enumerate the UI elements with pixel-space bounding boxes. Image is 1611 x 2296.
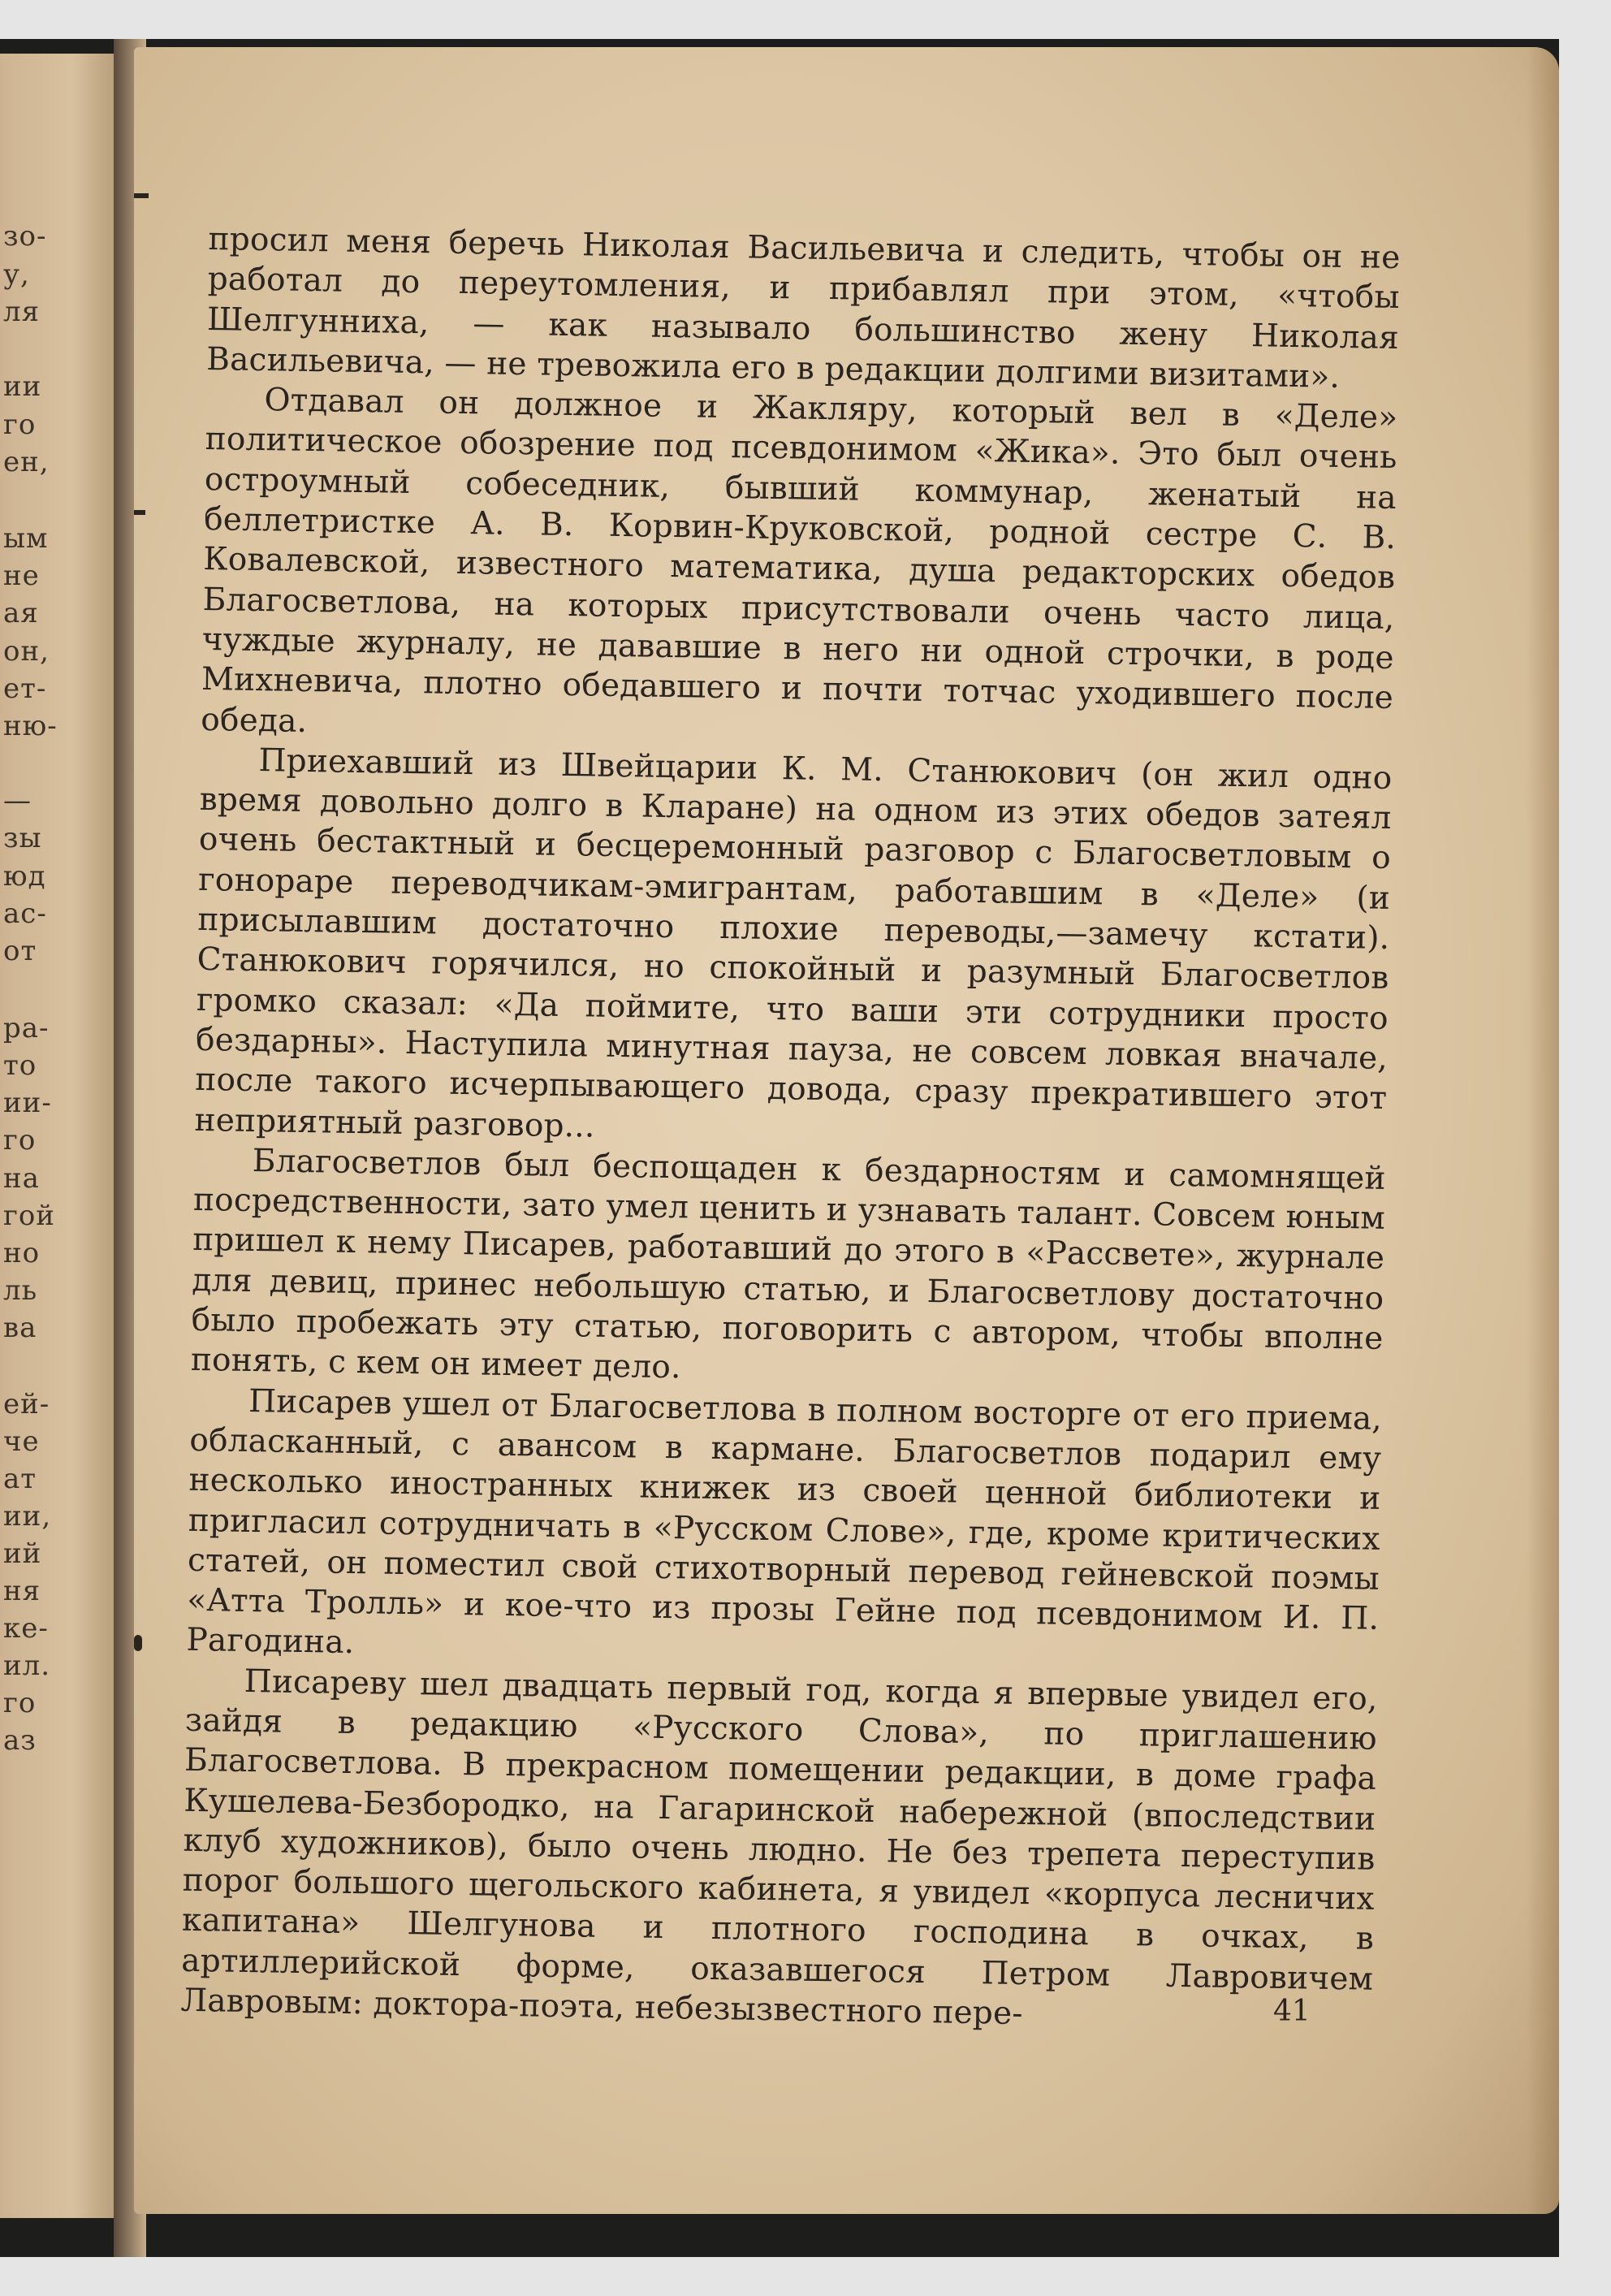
left-page-fragment: — — [3, 785, 32, 817]
left-page-fragment: юд — [3, 860, 46, 893]
left-page-fragment: ет- — [3, 672, 47, 705]
left-page-fragment: ей- — [3, 1388, 50, 1420]
left-page-fragment: ии, — [3, 1500, 52, 1533]
left-page-edge — [0, 54, 120, 2218]
left-page-fragment: ии — [3, 370, 42, 403]
left-page-fragment: ен, — [3, 446, 50, 478]
left-page-fragment: ль — [3, 1274, 38, 1307]
left-page-fragment: ат — [3, 1463, 37, 1495]
left-page-fragment: ке- — [3, 1612, 49, 1645]
left-page-fragment: ил. — [3, 1650, 51, 1682]
book-scan — [0, 39, 1559, 2257]
binding-mark — [134, 510, 145, 515]
binding-mark — [134, 1635, 142, 1651]
body-text — [180, 219, 1401, 2039]
left-page-fragment: но — [3, 1237, 41, 1269]
left-page-fragment: ым — [3, 522, 49, 555]
paragraph: просил меня беречь Николая Васильевича и следить, чтобы он не работал до переутомления, и прибавлял при этом, «чтобы Шелгунниха, — как называло большинство жену Николая Васильевича, — не тревожила его в редакции долгими визитами». — [205, 220, 1401, 396]
left-page-fragment: ас- — [3, 897, 47, 930]
right-page — [134, 47, 1559, 2214]
left-page-fragment: ая — [3, 597, 39, 629]
left-page-fragment: го — [3, 1687, 37, 1719]
left-page-fragment: ва — [3, 1312, 37, 1344]
left-page-fragment: он, — [3, 635, 50, 668]
left-page-fragment: аз — [3, 1724, 37, 1757]
paragraph: Писарев ушел от Благосветлова в полном восторге от его приема, обласканный, с авансом в кармане. Благосветлов подарил ему несколько иностранных книжек из своей ценной библиотеки и пригласил сотрудничать в «Русском Слове», где, кроме критических статей, он поместил свой стихотворный перевод гейневской поэмы «Атта Тролль» и кое-что из прозы Гейне под псевдонимом И. П. Рагодина. — [186, 1382, 1383, 1662]
left-page-fragment: ля — [3, 296, 41, 328]
left-page-fragment: не — [3, 560, 40, 592]
left-page-fragment: ии- — [3, 1087, 52, 1119]
left-page-fragment: ра- — [3, 1012, 50, 1044]
paragraph: Приехавший из Швейцарии К. М. Станюкович (он жил одно время довольно долго в Кларане) на одном из этих обедов затеял очень бестактный и бесцеремонный разговор с Благосветловым о гонораре переводчикам-эмигрантам, работавшим в «Деле» (и присылавшим достаточно плохие переводы,—замечу кстати). Станюкович горячился, но спокойный и разумный Благосветлов громко сказал: «Да поймите, что ваши эти сотрудники просто бездарны». Наступила минутная пауза, не совсем ловкая вначале, после такого исчерпывающего довода, сразу прекратившего этот неприятный разговор... — [194, 742, 1393, 1145]
left-page-fragment: на — [3, 1162, 40, 1195]
left-page-fragment: от — [3, 935, 37, 967]
left-page-fragment: го — [3, 1124, 37, 1157]
page-edge-shadow — [1527, 47, 1559, 2214]
left-page-fragment: че — [3, 1425, 40, 1458]
paragraph: Благосветлов был беспощаден к бездарностям и самомнящей посредственности, зато умел ценить и узнавать талант. Совсем юным пришел к нему Писарев, работавший до этого в «Рассвете», журнале для девиц, принес небольшую статью, и Благосветлову достаточно было пробежать эту статью, поговорить с автором, чтобы вполне понять, с кем он имеет дело. — [190, 1142, 1386, 1386]
paragraph: Отдавал он должное и Жакляру, который вел в «Деле» политическое обозрение под псевдонимом «Жика». Это был очень остроумный собеседник, бывший коммунар, женатый на беллетристке А. В. Корвин-Круковской, родной сестре С. В. Ковалевской, известного математика, душа редакторских обедов Благосветлова, на которых присутствовали очень часто лица, чуждые журналу, не дававшие в него ни одной строчки, в роде Михневича, плотно обедавшего и почти тотчас уходившего после обеда. — [200, 382, 1398, 740]
left-page-fragment: ий — [3, 1537, 42, 1570]
left-page-fragment: зы — [3, 822, 42, 854]
binding-mark — [134, 193, 149, 198]
page-number: 41 — [1273, 1995, 1311, 2028]
left-page-fragment: ня — [3, 1575, 41, 1607]
left-page-fragment: у, — [3, 258, 30, 291]
left-page-fragment: гой — [3, 1200, 55, 1232]
left-page-fragment: то — [3, 1049, 37, 1082]
left-page-fragment: зо- — [3, 220, 47, 253]
left-page-fragment: го — [3, 409, 37, 441]
left-page-fragment: ню- — [3, 710, 58, 742]
paragraph: Писареву шел двадцать первый год, когда я впервые увидел его, зайдя в редакцию «Русского Слова», по приглашению Благосветлова. В прекрасном помещении редакции, в доме графа Кушелева-Безбородко, на Гагаринской набережной (впоследствии клуб художников), было очень людно. Не без трепета переступив порог большого щегольского кабинета, я увидел «корпуса лесничих капитана» Шелгунова и плотного господина в очках, в артиллерийской форме, оказавшегося Петром Лавровичем Лавровым: доктора-поэта, небезызвестного пере- — [180, 1663, 1378, 2033]
